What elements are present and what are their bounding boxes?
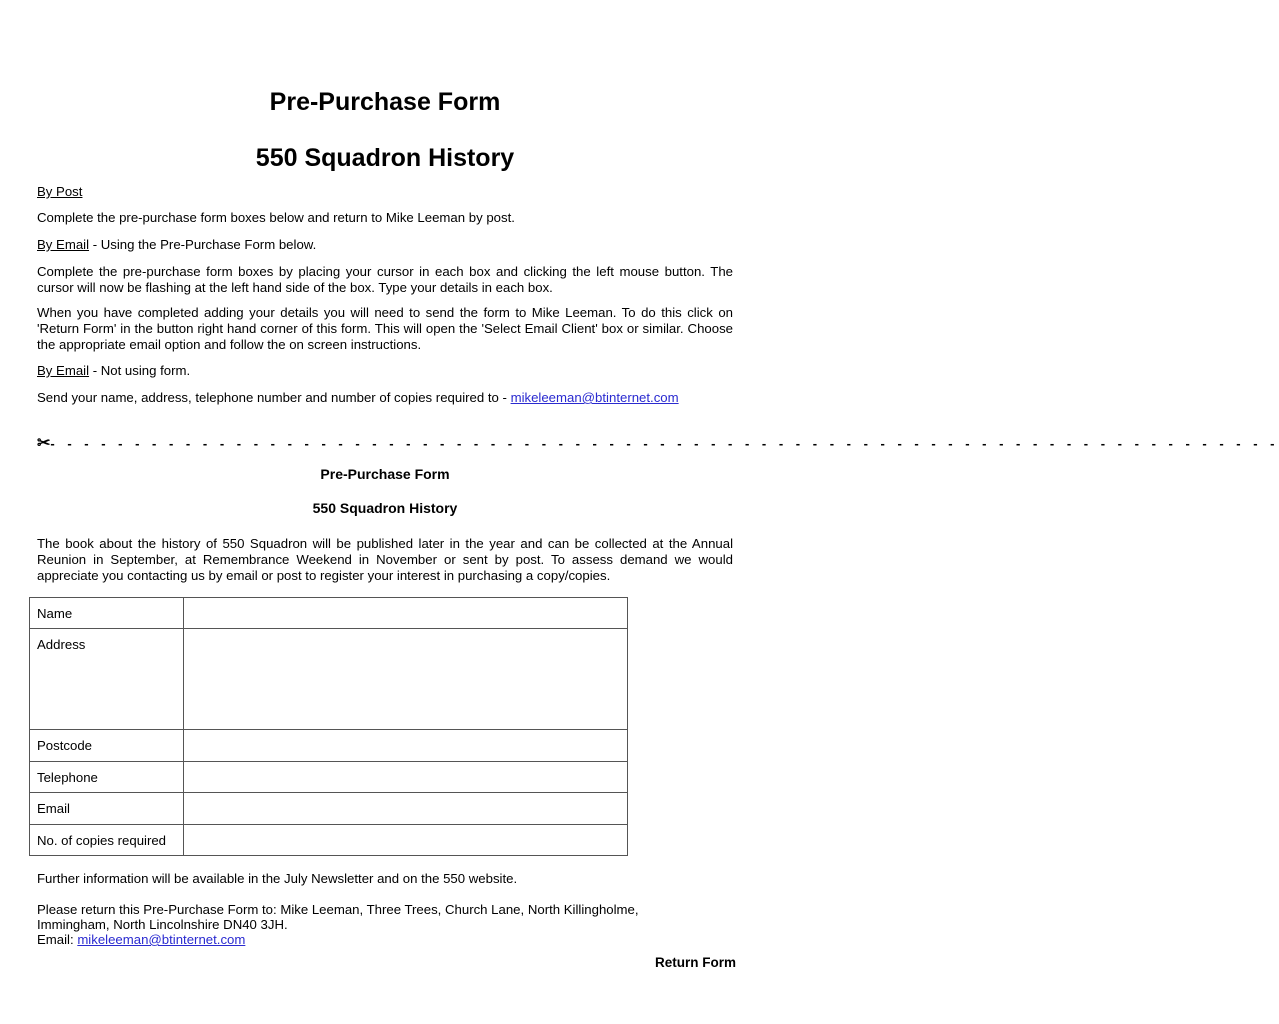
return-email-line (37, 932, 245, 948)
by-post-heading: By Post (37, 184, 83, 199)
copies-row (30, 825, 628, 856)
email-link-bottom[interactable]: mikeleeman@btinternet.com (77, 932, 246, 947)
by-email-heading: By Email (37, 237, 90, 252)
send-details-text: Send your name, address, telephone number and number of copies required to - (37, 390, 511, 405)
address-row (30, 629, 628, 730)
cut-line (37, 435, 1279, 452)
page-title: Pre-Purchase Form (269, 88, 501, 116)
by-email-suffix: - Using the Pre-Purchase Form below. (89, 237, 317, 252)
email-label: Email (30, 793, 184, 825)
pre-purchase-form-table (29, 597, 628, 856)
postcode-row (30, 730, 628, 762)
postcode-label: Postcode (30, 730, 184, 762)
name-label: Name (30, 598, 184, 629)
cut-dashes: - - - - - - - - - - - - - - - - - - - - - - - - - - - - - - - - - - - - - - - - - - - - - - - - - - - - - - - - - - - - - - - - - - - - - - - - - (50, 436, 1279, 451)
email-row (30, 793, 628, 825)
email-link-top[interactable]: mikeleeman@btinternet.com (510, 390, 679, 405)
telephone-input[interactable] (191, 770, 620, 785)
return-address-line2: Immingham, North Lincolnshire DN40 3JH. (37, 917, 288, 932)
scissors-icon: ✂ (37, 435, 51, 452)
postcode-field-cell[interactable] (184, 730, 628, 762)
form-subtitle: 550 Squadron History (312, 500, 458, 516)
by-email-no-form-suffix: - Not using form. (89, 363, 191, 378)
name-field-cell[interactable] (184, 598, 628, 629)
name-row (30, 598, 628, 629)
by-post-text: Complete the pre-purchase form boxes below and return to Mike Leeman by post. (37, 210, 515, 225)
telephone-field-cell[interactable] (184, 762, 628, 793)
copies-label: No. of copies required (30, 825, 184, 856)
page-subtitle: 550 Squadron History (255, 144, 515, 172)
by-email-no-form-line (37, 363, 190, 379)
return-email-label: Email: (37, 932, 78, 947)
cursor-instructions: Complete the pre-purchase form boxes by placing your cursor in each box and clicking the left mouse button. The cursor will now be flashing at the left hand side of the box. Type your details in each box. (37, 264, 733, 295)
email-field-cell[interactable] (184, 793, 628, 825)
copies-input[interactable] (191, 833, 620, 848)
by-email-line (37, 237, 316, 253)
postcode-input[interactable] (191, 738, 620, 753)
form-title: Pre-Purchase Form (320, 466, 450, 482)
name-input[interactable] (191, 606, 620, 621)
return-form-button[interactable]: Return Form (655, 955, 736, 970)
copies-field-cell[interactable] (184, 825, 628, 856)
return-address-line1: Please return this Pre-Purchase Form to: Mike Leeman, Three Trees, Church Lane, North Killingholme, (37, 902, 639, 917)
telephone-row (30, 762, 628, 793)
address-field-cell[interactable] (184, 629, 628, 730)
form-intro: The book about the history of 550 Squadron will be published later in the year and can be collected at the Annual Reunion in September, at Remembrance Weekend in November or sent by post. To assess demand we would appreciate you contacting us by email or post to register your interest in purchasing a copy/copies. (37, 536, 733, 583)
further-info: Further information will be available in the July Newsletter and on the 550 website. (37, 871, 518, 886)
address-label: Address (30, 629, 184, 730)
send-details-line (37, 390, 679, 406)
send-instructions: When you have completed adding your details you will need to send the form to Mike Leeman. To do this click on 'Return Form' in the button right hand corner of this form. This will open the 'Select Email Client' box or similar. Choose the appropriate email option and follow the on screen instructions. (37, 305, 733, 352)
telephone-label: Telephone (30, 762, 184, 793)
by-email-no-form-heading: By Email (37, 363, 90, 378)
address-input[interactable] (191, 637, 620, 652)
email-input[interactable] (191, 801, 620, 816)
